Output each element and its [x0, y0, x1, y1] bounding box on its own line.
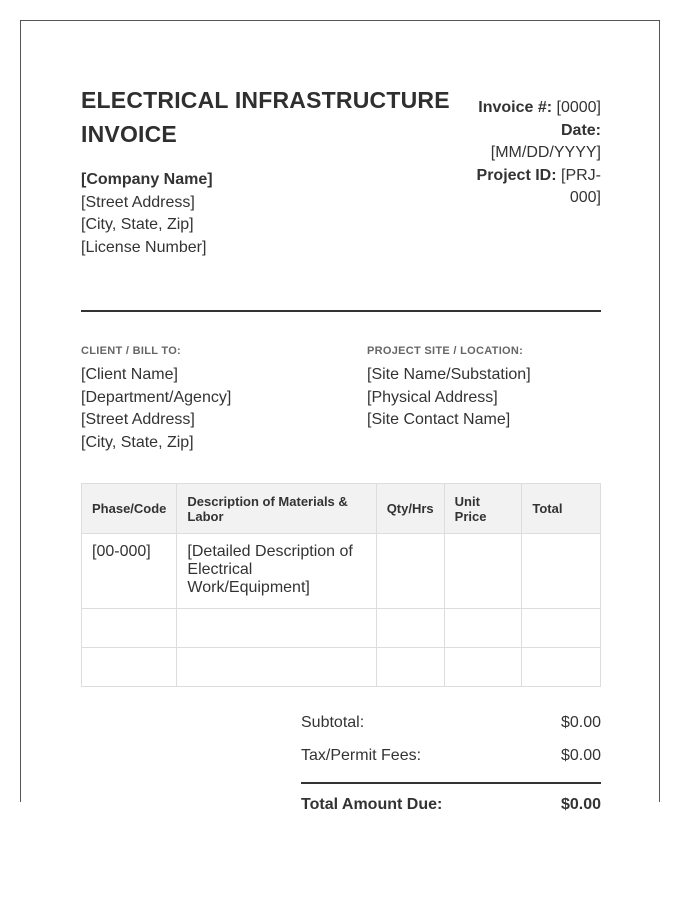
project-id-label: Project ID:	[476, 166, 557, 184]
project-id-line	[461, 165, 601, 210]
invoice-content	[81, 83, 601, 813]
total-due-row	[301, 793, 601, 826]
invoice-number-value: [0000]	[556, 99, 601, 116]
subtotal-value: $0.00	[560, 714, 601, 731]
table-header-row	[82, 484, 601, 534]
company-city: [City, State, Zip]	[81, 216, 194, 233]
cell-qty-hrs	[376, 648, 444, 687]
company-name: [Company Name]	[81, 171, 213, 188]
cell-unit-price	[444, 609, 522, 648]
totals-divider	[301, 782, 601, 784]
totals-section	[301, 711, 601, 826]
cell-description	[177, 648, 376, 687]
site-label: PROJECT SITE / LOCATION:	[367, 345, 524, 357]
company-street: [Street Address]	[81, 193, 195, 211]
table-row	[82, 534, 601, 609]
invoice-date-label: Date:	[560, 121, 601, 139]
cell-unit-price	[444, 534, 522, 609]
table-row	[82, 648, 601, 687]
invoice-meta	[461, 97, 601, 210]
line-items-table	[81, 483, 601, 687]
cell-phase-code	[82, 648, 177, 687]
invoice-page	[20, 20, 660, 813]
header-total: Total	[522, 484, 601, 534]
client-street: [Street Address]	[81, 411, 195, 428]
cell-total	[522, 534, 601, 609]
client-department: [Department/Agency]	[81, 388, 232, 406]
header-divider	[81, 310, 601, 312]
invoice-number-label: Invoice #:	[478, 99, 553, 116]
cell-qty-hrs	[376, 609, 444, 648]
client-block	[81, 344, 231, 454]
cell-total	[522, 648, 601, 687]
client-name: [Client Name]	[81, 366, 178, 383]
header-description: Description of Materials & Labor	[177, 484, 376, 534]
subtotal-label: Subtotal:	[301, 714, 365, 731]
header-unit-price: Unit Price	[444, 484, 522, 534]
company-license: [License Number]	[81, 238, 207, 256]
site-name: [Site Name/Substation]	[367, 366, 531, 383]
site-address: [Physical Address]	[367, 388, 498, 406]
cell-description	[177, 609, 376, 648]
tax-value: $0.00	[560, 747, 601, 764]
cell-total	[522, 609, 601, 648]
invoice-title: ELECTRICAL INFRASTRUCTURE INVOICE	[81, 87, 450, 147]
cell-phase-code	[82, 609, 177, 648]
site-contact: [Site Contact Name]	[367, 411, 511, 428]
invoice-number-line	[461, 97, 601, 120]
invoice-date-label-line	[461, 120, 601, 143]
tax-row	[301, 744, 601, 777]
header-qty-hrs: Qty/Hrs	[376, 484, 444, 534]
cell-unit-price	[444, 648, 522, 687]
cell-qty-hrs	[376, 534, 444, 609]
client-city: [City, State, Zip]	[81, 433, 194, 451]
client-label: CLIENT / BILL TO:	[81, 345, 182, 357]
cell-phase-code: [00-000]	[82, 534, 177, 609]
cell-description: [Detailed Description of Electrical Work/Equipment]	[177, 534, 376, 609]
subtotal-row	[301, 711, 601, 744]
site-block	[367, 344, 531, 432]
tax-label: Tax/Permit Fees:	[301, 747, 422, 764]
project-id-value: [PRJ-000]	[561, 166, 601, 206]
table-row	[82, 609, 601, 648]
header-phase-code: Phase/Code	[82, 484, 177, 534]
invoice-date-value: [MM/DD/YYYY]	[490, 144, 601, 161]
total-due-value: $0.00	[560, 796, 601, 813]
total-due-label: Total Amount Due:	[301, 796, 443, 813]
